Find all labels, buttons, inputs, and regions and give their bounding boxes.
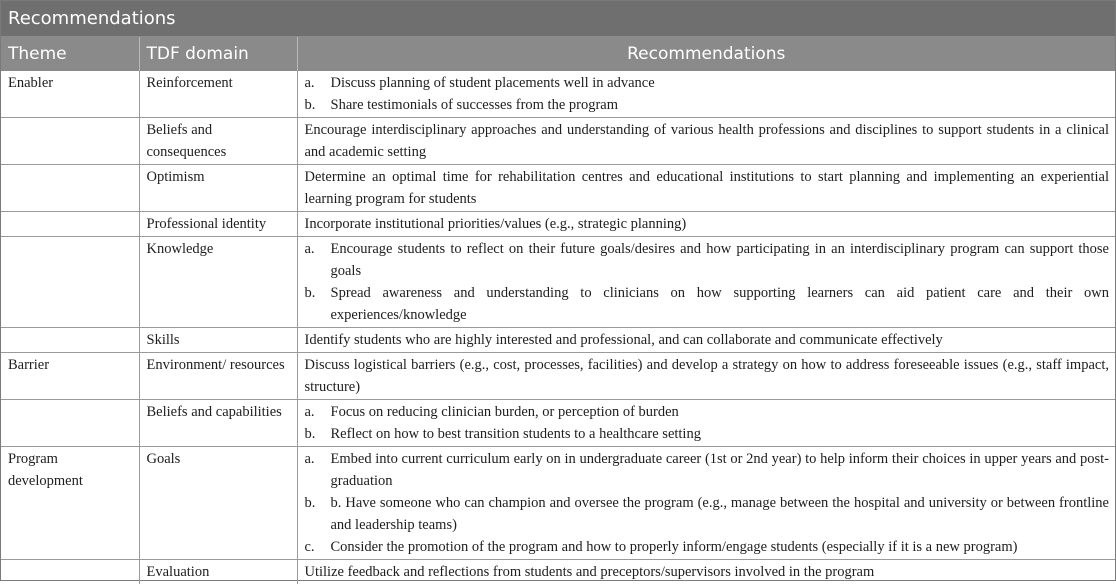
recommendations-cell	[297, 212, 1115, 237]
recommendations-cell	[297, 165, 1115, 212]
recommendations-cell	[297, 118, 1115, 165]
item-marker: a.	[305, 448, 331, 492]
recommendation-item	[305, 401, 1110, 423]
column-header-recommendations: Recommendations	[297, 37, 1115, 71]
theme-cell	[1, 328, 139, 353]
recommendation-item	[305, 94, 1110, 116]
item-text: Encourage students to reflect on their future goals/desires and how participating in an interdisciplinary program can support those goals	[331, 238, 1110, 282]
theme-cell	[1, 212, 139, 237]
theme-cell: Barrier	[1, 353, 139, 400]
recommendation-item	[305, 72, 1110, 94]
recommendations-cell	[297, 353, 1115, 400]
item-text: Embed into current curriculum early on in undergraduate career (1st or 2nd year) to help inform their choices in upper years and post-graduation	[331, 448, 1110, 492]
recommendation-text: Utilize feedback and reflections from students and preceptors/supervisors involved in the program	[305, 561, 1110, 583]
recommendation-item	[305, 492, 1110, 536]
recommendation-item	[305, 238, 1110, 282]
recommendations-cell	[297, 447, 1115, 560]
item-text: Reflect on how to best transition students to a healthcare setting	[331, 423, 1110, 445]
tdf-domain-cell: Evaluation	[139, 560, 297, 584]
item-marker: c.	[305, 536, 331, 558]
table-row	[1, 353, 1115, 400]
table-body	[1, 71, 1115, 584]
table-row	[1, 237, 1115, 328]
tdf-domain-cell: Professional identity	[139, 212, 297, 237]
recommendations-cell	[297, 71, 1115, 118]
theme-cell	[1, 400, 139, 447]
recommendations-table	[1, 37, 1115, 584]
tdf-domain-cell: Knowledge	[139, 237, 297, 328]
recommendation-text: Encourage interdisciplinary approaches and understanding of various health professions and disciplines to support students in a clinical and academic setting	[305, 119, 1110, 163]
tdf-domain-cell: Optimism	[139, 165, 297, 212]
recommendation-text: Incorporate institutional priorities/values (e.g., strategic planning)	[305, 213, 1110, 235]
recommendations-cell	[297, 560, 1115, 584]
theme-cell	[1, 118, 139, 165]
recommendation-item	[305, 536, 1110, 558]
recommendations-cell	[297, 328, 1115, 353]
table-row	[1, 212, 1115, 237]
table-row	[1, 400, 1115, 447]
tdf-domain-cell: Goals	[139, 447, 297, 560]
recommendation-text: Identify students who are highly interested and professional, and can collaborate and communicate effectively	[305, 329, 1110, 351]
item-text: Consider the promotion of the program and how to properly inform/engage students (especially if it is a new program)	[331, 536, 1110, 558]
item-text: Share testimonials of successes from the program	[331, 94, 1110, 116]
table-row	[1, 118, 1115, 165]
item-marker: a.	[305, 238, 331, 282]
recommendation-item	[305, 423, 1110, 445]
tdf-domain-cell: Environment/ resources	[139, 353, 297, 400]
item-marker: b.	[305, 492, 331, 536]
table-row	[1, 560, 1115, 584]
theme-cell	[1, 165, 139, 212]
item-marker: b.	[305, 94, 331, 116]
item-text: Discuss planning of student placements well in advance	[331, 72, 1110, 94]
item-text: Spread awareness and understanding to clinicians on how supporting learners can aid patient care and their own experiences/knowledge	[331, 282, 1110, 326]
theme-cell	[1, 237, 139, 328]
table-row	[1, 71, 1115, 118]
recommendations-cell	[297, 237, 1115, 328]
column-header-theme: Theme	[1, 37, 139, 71]
item-marker: a.	[305, 72, 331, 94]
tdf-domain-cell: Reinforcement	[139, 71, 297, 118]
item-text: Focus on reducing clinician burden, or perception of burden	[331, 401, 1110, 423]
table-row	[1, 165, 1115, 212]
table-row	[1, 328, 1115, 353]
recommendation-text: Discuss logistical barriers (e.g., cost, processes, facilities) and develop a strategy on how to address foreseeable issues (e.g., staff impact, structure)	[305, 354, 1110, 398]
tdf-domain-cell: Beliefs and consequences	[139, 118, 297, 165]
item-marker: b.	[305, 282, 331, 326]
theme-cell: Enabler	[1, 71, 139, 118]
recommendation-text: Determine an optimal time for rehabilitation centres and educational institutions to start planning and implementing an experiential learning program for students	[305, 166, 1110, 210]
item-text: b. Have someone who can champion and oversee the program (e.g., manage between the hospital and university or between frontline and leadership teams)	[331, 492, 1110, 536]
theme-cell	[1, 560, 139, 584]
table-header-row	[1, 37, 1115, 71]
recommendation-item	[305, 282, 1110, 326]
theme-cell: Program development	[1, 447, 139, 560]
item-marker: a.	[305, 401, 331, 423]
item-marker: b.	[305, 423, 331, 445]
recommendations-cell	[297, 400, 1115, 447]
table-row	[1, 447, 1115, 560]
column-header-tdf-domain: TDF domain	[139, 37, 297, 71]
table-caption: Recommendations	[1, 1, 1115, 37]
tdf-domain-cell: Beliefs and capabilities	[139, 400, 297, 447]
recommendation-item	[305, 448, 1110, 492]
tdf-domain-cell: Skills	[139, 328, 297, 353]
